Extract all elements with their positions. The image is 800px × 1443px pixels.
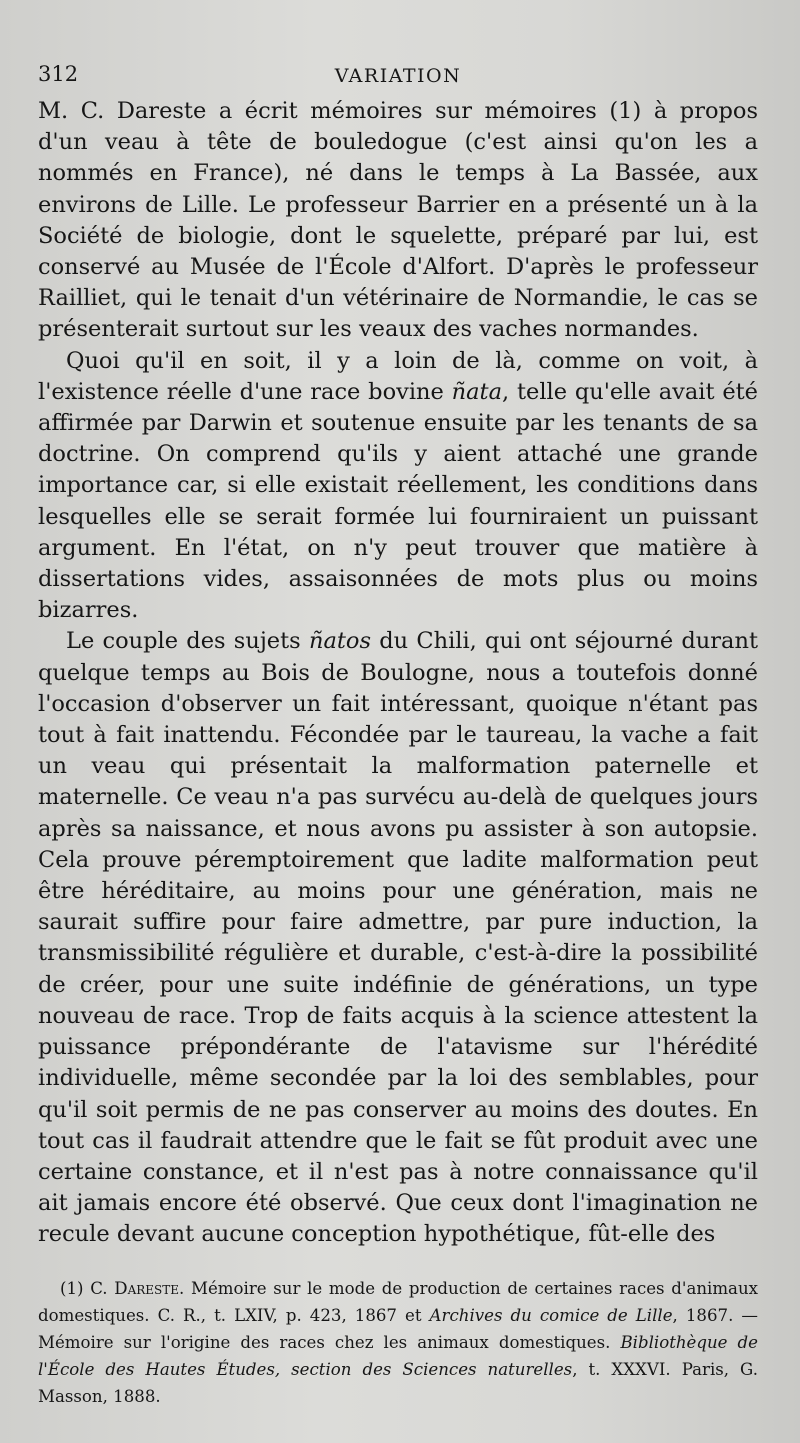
footnote	[38, 1275, 758, 1410]
running-title: VARIATION	[334, 65, 462, 87]
text-run: (1) C.	[60, 1278, 115, 1298]
small-caps-text: Dareste	[114, 1278, 180, 1298]
text-run: M. C. Dareste a écrit mémoires sur mémoires	[38, 98, 610, 124]
text-run: . Mémoire sur le mode de production de certaines races d'animaux domestiques. C. R., t. LXIV, p. 423, 1867 et	[38, 1278, 758, 1325]
body-text	[38, 96, 758, 1251]
italic-text: ñatos	[308, 628, 371, 655]
italic-text: Archives du comice de Lille	[429, 1305, 673, 1325]
italic-text: ñata	[451, 378, 503, 405]
text-run: Le couple des sujets	[66, 628, 309, 655]
footnotes	[38, 1275, 758, 1410]
text-run: Quoi qu'il en soit, il y a loin de là, comme on voit, à l'existence réelle d'une race bovine	[38, 347, 758, 405]
italic-text: Bibliothèque de l'École des Hautes Études, section des Sciences naturelles	[38, 1332, 758, 1379]
text-run: , telle qu'elle avait été affirmée par Darwin et soutenue ensuite par les tenants de sa doctrine. On comprend qu'ils y aient attaché une grande importance car, si elle existait réellement, les conditions dans lesquelles elle se serait formée lui fourniraient un puissant argument. En l'état, on n'y peut trouver que matière à dissertations vides, assaisonnées de mots plus ou moins bizarres.	[38, 378, 758, 624]
text-run: à propos d'un veau à tête de bouledogue (c'est ainsi qu'on les a nommés en France), né dans le temps à La Bassée, aux environs de Lille. Le professeur Barrier en a présenté un à la Société de biologie, dont le squelette, préparé par lui, est conservé au Musée de l'École d'Alfort. D'après le professeur Railliet, qui le tenait d'un vétérinaire de Normandie, le cas se présenterait surtout sur les veaux des vaches normandes.	[38, 98, 758, 343]
text-run: , t. XXXVI. Paris, G. Masson, 1888.	[38, 1359, 758, 1406]
paragraph	[38, 96, 758, 346]
page-number: 312	[38, 62, 79, 86]
text-run: (1)	[609, 98, 642, 124]
paragraph	[38, 346, 758, 627]
running-head	[38, 62, 758, 92]
paragraph	[38, 626, 758, 1250]
text-run: du Chili, qui ont séjourné durant quelque temps au Bois de Boulogne, nous a toutefois donné l'occasion d'observer un fait intéressant, quoique n'étant pas tout à fait inattendu. Fécondée par le taureau, la vache a fait un veau qui présentait la malformation paternelle et maternelle. Ce veau n'a pas survécu au-delà de quelques jours après sa naissance, et nous avons pu assister à son autopsie. Cela prouve péremptoirement que ladite malformation peut être héréditaire, au moins pour une génération, mais ne saurait suffire pour faire admettre, par pure induction, la transmissibilité régulière et durable, c'est-à-dire la possibilité de créer, pour une suite indéfinie de générations, un type nouveau de race. Trop de faits acquis à la science attestent la puissance prépondérante de l'atavisme sur l'hérédité individuelle, même secondée par la loi des semblables, pour qu'il soit permis de ne pas conserver au moins des doutes. En tout cas il faudrait attendre que le fait se fût produit avec une certaine constance, et il n'est pas à notre connaissance qu'il ait jamais encore été observé. Que ceux dont l'imagination ne recule devant aucune conception hypothétique, fût-elle des	[38, 628, 758, 1248]
text-run: , 1867. — Mémoire sur l'origine des races chez les animaux domestiques.	[38, 1305, 758, 1352]
